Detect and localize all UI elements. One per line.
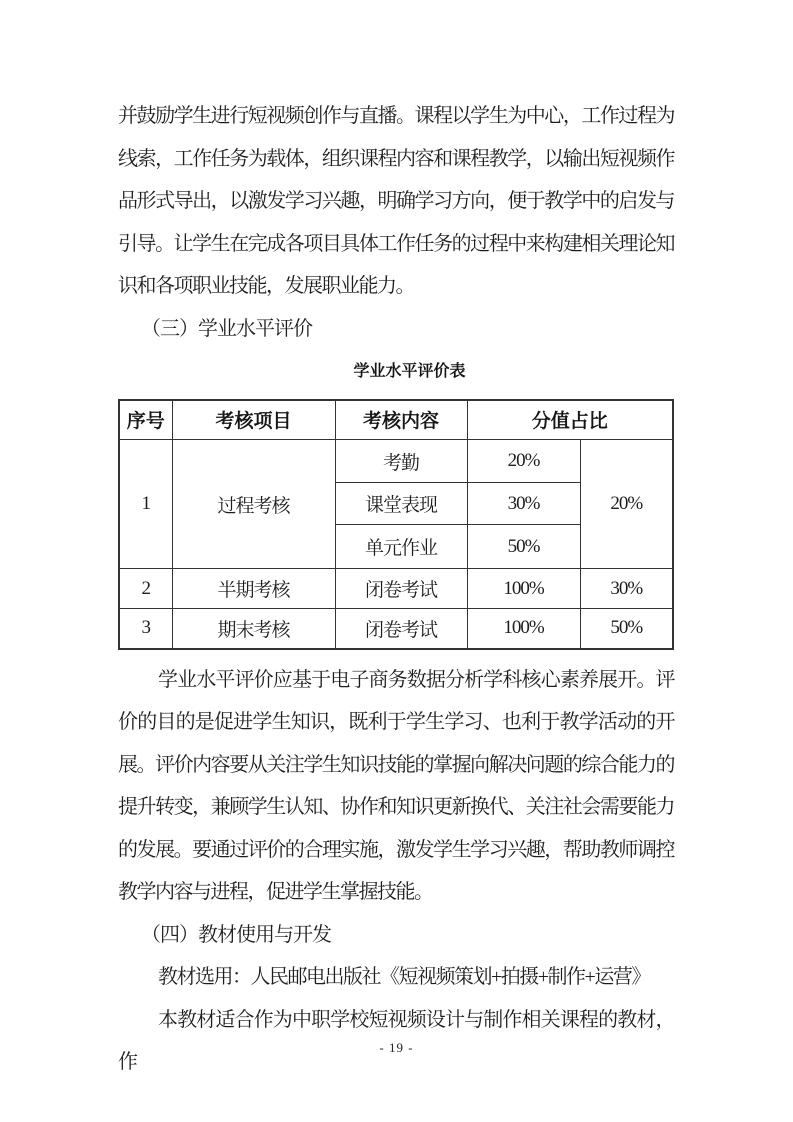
table-row-final [119, 609, 673, 649]
evaluation-table [118, 399, 674, 650]
header-cell-score-ratio: 分值占比 [467, 400, 673, 440]
section-heading-4: （四）教材使用与开发 [141, 923, 331, 946]
paragraph-textbook: 本教材适合作为中职学校短视频设计与制作相关课程的教材，作 [118, 1008, 674, 1073]
cell-content-final: 闭卷考试 [335, 609, 467, 649]
table-title: 学业水平评价表 [353, 361, 466, 380]
cell-content-unit-homework: 单元作业 [335, 525, 467, 569]
cell-index-2: 2 [119, 569, 172, 609]
textbook-selection-line: 教材选用：人民邮电出版社《短视频策划+拍摄+制作+运营》 [158, 966, 650, 988]
paragraph-course-design: 并鼓励学生进行短视频创作与直播。课程以学生为中心，工作过程为线索，工作任务为载体，组织课程内容和课程教学，以输出短视频作品形式导出，以激发学习兴趣，明确学习方向，便于教学中的启发与引导。让学生在完成各项目具体工作任务的过程中来构建相关理论知识和各项职业技能，发展职业能力。 [118, 105, 674, 297]
cell-index-3: 3 [119, 609, 172, 649]
cell-score-final: 100% [467, 609, 580, 649]
section-heading-3: （三）学业水平评价 [141, 317, 312, 340]
header-cell-content: 考核内容 [335, 400, 467, 440]
cell-score-midterm: 100% [467, 569, 580, 609]
cell-content-class-performance: 课堂表现 [335, 483, 467, 525]
table-row-midterm [119, 569, 673, 609]
header-cell-index: 序号 [119, 400, 172, 440]
cell-score-attendance: 20% [467, 440, 580, 483]
header-cell-project: 考核项目 [172, 400, 335, 440]
cell-ratio-process: 20% [580, 440, 673, 569]
cell-content-attendance: 考勤 [335, 440, 467, 483]
paragraph-evaluation: 学业水平评价应基于电子商务数据分析学科核心素养展开。评价的目的是促进学生知识，既利于学生学习、也利于教学活动的开展。评价内容要从关注学生知识技能的掌握向解决问题的综合能力的提升转变，兼顾学生认知、协作和知识更新换代、关注社会需要能力的发展。要通过评价的合理实施，激发学生学习兴趣，帮助教师调控教学内容与进程，促进学生掌握技能。 [118, 668, 674, 903]
table-row-process-1 [119, 440, 673, 483]
page-content [118, 0, 674, 1084]
page-number: - 19 - [379, 1040, 414, 1055]
cell-ratio-midterm: 30% [580, 569, 673, 609]
table-header-row [119, 400, 673, 440]
cell-project-process: 过程考核 [172, 440, 335, 569]
cell-content-midterm: 闭卷考试 [335, 569, 467, 609]
cell-ratio-final: 50% [580, 609, 673, 649]
cell-project-final: 期末考核 [172, 609, 335, 649]
cell-score-class-performance: 30% [467, 483, 580, 525]
cell-project-midterm: 半期考核 [172, 569, 335, 609]
cell-index-1: 1 [119, 440, 172, 569]
cell-score-unit-homework: 50% [467, 525, 580, 569]
